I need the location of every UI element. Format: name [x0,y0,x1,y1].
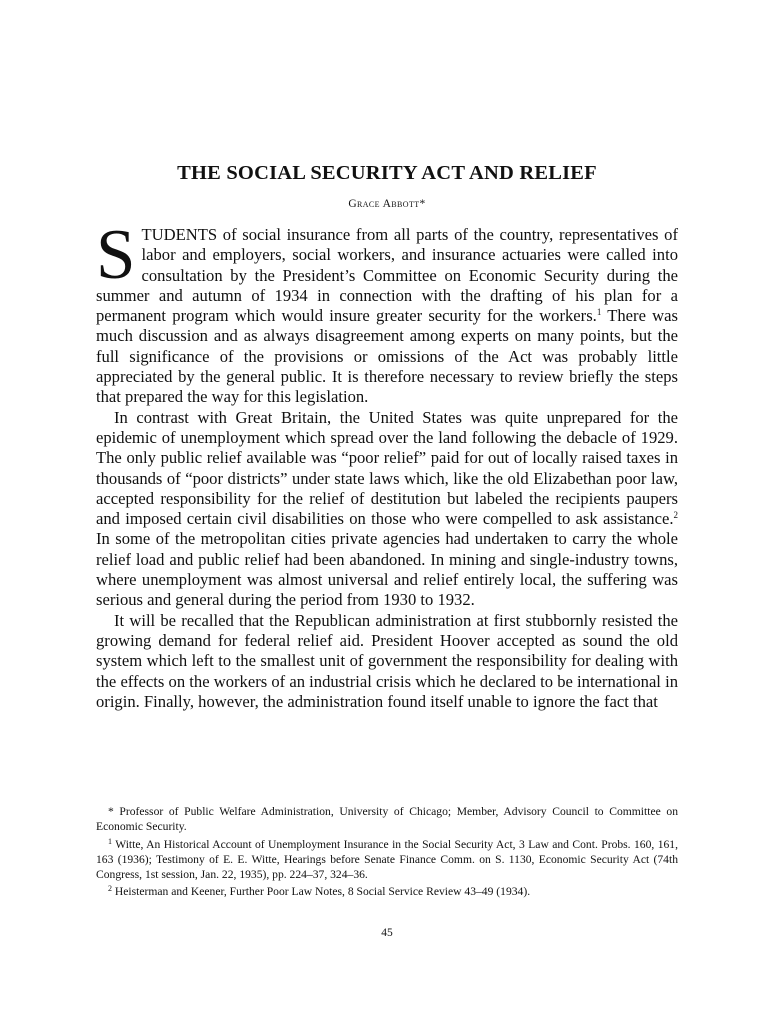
footnote-2-text: Heisterman and Keener, Further Poor Law Notes, 8 Social Service Review 43–49 (1934). [112,885,531,899]
paragraph-2 [96,408,678,611]
footnotes [96,804,678,902]
paragraph-1-text-cont: There was much discussion and as always disagreement among experts on many points, but the full significance of the provisions or omissions of the Act was probably little appreciated by the general public. It is therefore necessary to review briefly the steps that prepared the way for this legislation. [96,306,678,407]
paragraph-1 [96,216,678,408]
footnote-1-mark: 1 [108,836,112,846]
drop-cap: S [96,216,136,294]
journal-page [96,0,678,1024]
paragraph-2-text-cont: In some of the metropolitan cities private agencies had undertaken to carry the whole relief load and public relief had been abandoned. In mining and single-industry towns, where unemployment was almost universal and relief entirely local, the suffering was serious and general during the period from 1930 to 1932. [96,529,678,610]
footnote-1-text: Witte, An Historical Account of Unemployment Insurance in the Social Security Act, 3 Law and Cont. Probs. 160, 161, 163 (1936); Testimony of E. E. Witte, Hearings before Senate Finance Comm. on S. 1130, Economic Security Act (74th Congress, 1st session, Jan. 22, 1935), pp. 224–37, 324–36. [96,837,678,882]
footnote-2-mark: 2 [108,884,112,894]
paragraph-3 [96,611,678,712]
paragraph-1-text: TUDENTS of social insurance from all parts of the country, representatives of labor and employers, social workers, and insurance actuaries were called into consultation by the President’s Committee on Economic Security during the summer and autumn of 1934 in connection with the drafting of his plan for a permanent program which would insure greater security for the workers. [96,225,678,326]
article-body [96,216,678,712]
article-title: THE SOCIAL SECURITY ACT AND RELIEF [177,162,597,184]
paragraph-3-text: It will be recalled that the Republican administration at first stubbornly resisted the growing demand for federal relief aid. President Hoover accepted as sound the old system which left to the smallest unit of government the responsibility for dealing with the effects on the workers of an industrial crisis which he declared to be international in origin. Finally, however, the administration found itself unable to ignore the fact that [96,610,678,711]
footnote-ref-2: 2 [673,510,678,521]
page-number: 45 [381,927,393,939]
footnote-2 [96,884,678,899]
footnote-1 [96,837,678,883]
paragraph-2-text: In contrast with Great Britain, the United States was quite unprepared for the epidemic of unemployment which spread over the land following the debacle of 1929. The only public relief available was “poor relief” paid for out of locally raised taxes in thousands of “poor districts” under state laws which, like the old Elizabethan poor law, accepted responsibility for the relief of destitution but labeled the recipients paupers and imposed certain civil disabilities on those who were compelled to ask assistance. [96,407,678,529]
footnote-ref-1: 1 [596,307,602,318]
footnote-author: * Professor of Public Welfare Administration, University of Chicago; Member, Advisory Council to Committee on Economic Security. [96,805,678,834]
article-author: Grace Abbott* [348,198,426,210]
